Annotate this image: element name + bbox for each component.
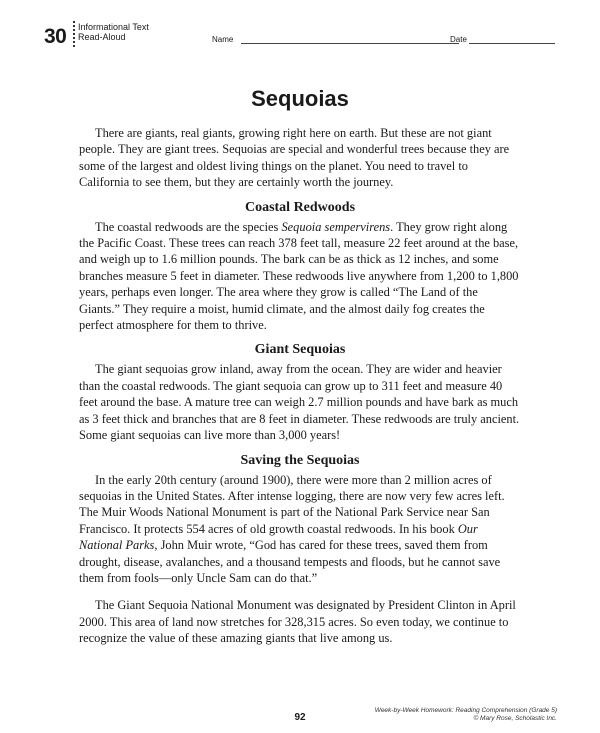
footer-credit: [375, 707, 557, 723]
saving-paragraph-1: [79, 472, 521, 587]
category-line-2: Read-Aloud: [78, 32, 126, 42]
worksheet-header: [44, 18, 556, 48]
page-number: 92: [294, 712, 306, 723]
name-field-line[interactable]: [241, 43, 459, 44]
credit-line-1: Week-by-Week Homework: Reading Comprehension (Grade 5): [374, 707, 557, 714]
coastal-paragraph: [79, 219, 521, 334]
date-field-line[interactable]: [469, 43, 555, 44]
heading-saving-sequoias: Saving the Sequoias: [240, 452, 360, 468]
lesson-number: 30: [44, 25, 67, 48]
intro-paragraph: There are giants, real giants, growing right here on earth. But these are not giant people. They are giant trees. Sequoias are special and wonderful trees because they are some of the largest and oldest living things on the planet. You need to travel to California to see them, but they are certainly worth the journey.: [79, 126, 510, 190]
category-line-1: Informational Text: [78, 22, 149, 32]
date-label: Date: [450, 35, 467, 44]
name-label: Name: [212, 35, 234, 44]
category-label: [78, 22, 149, 42]
article-body: [79, 125, 521, 647]
coastal-text-b: . They grow right along the Pacific Coast. These trees can reach 378 feet tall, measure 22 feet around at the base, and weigh up to 1.6 million pounds. The bark can be as thick as 12 inches, and some branches measure 5 feet in diameter. These redwoods live anywhere from 1,200 to 1,800 years, perhaps even longer. The area where they grow is called “The Land of the Giants.” They require a moist, humid climate, and the almost daily fog creates the perfect atmosphere for them to thrive.: [79, 219, 519, 333]
heading-coastal-redwoods: Coastal Redwoods: [244, 199, 356, 215]
credit-line-2: © Mary Rose, Scholastic Inc.: [473, 715, 557, 722]
coastal-text-a: The coastal redwoods are the species: [95, 219, 282, 234]
giant-paragraph: The giant sequoias grow inland, away from the ocean. They are wider and heavier than the coastal redwoods. The giant sequoia can grow up to 311 feet and measure 40 feet around the base. A mature tree can weigh 2.7 million pounds and have bark as much as 3 feet thick and branches that are 8 feet in diameter. These redwoods are truly ancient. Some giant sequoias can live more than 3,000 years!: [79, 362, 520, 443]
page-title: Sequoias: [251, 86, 349, 111]
species-name: Sequoia sempervirens: [281, 219, 391, 234]
book-title: Our National Parks: [79, 521, 478, 553]
dotted-divider: [73, 21, 75, 47]
saving-paragraph-2: The Giant Sequoia National Monument was designated by President Clinton in April 2000. This area of land now stretches for 328,315 acres. So even today, we continue to recognize the value of these amazing giants that live among us.: [79, 598, 516, 646]
saving-text-a: In the early 20th century (around 1900), there were more than 2 million acres of sequoias in the United States. After intense logging, there are now very few acres left. The Muir Woods National Monument is part of the National Park Service near San Francisco. It protects 554 acres of old growth coastal redwoods. In his book: [79, 472, 505, 536]
saving-text-b: , John Muir wrote, “God has cared for these trees, saved them from drought, disease, avalanches, and a thousand tempests and floods, but he cannot save them from fools—only Uncle Sam can do that.”: [79, 538, 501, 585]
heading-giant-sequoias: Giant Sequoias: [254, 342, 346, 358]
